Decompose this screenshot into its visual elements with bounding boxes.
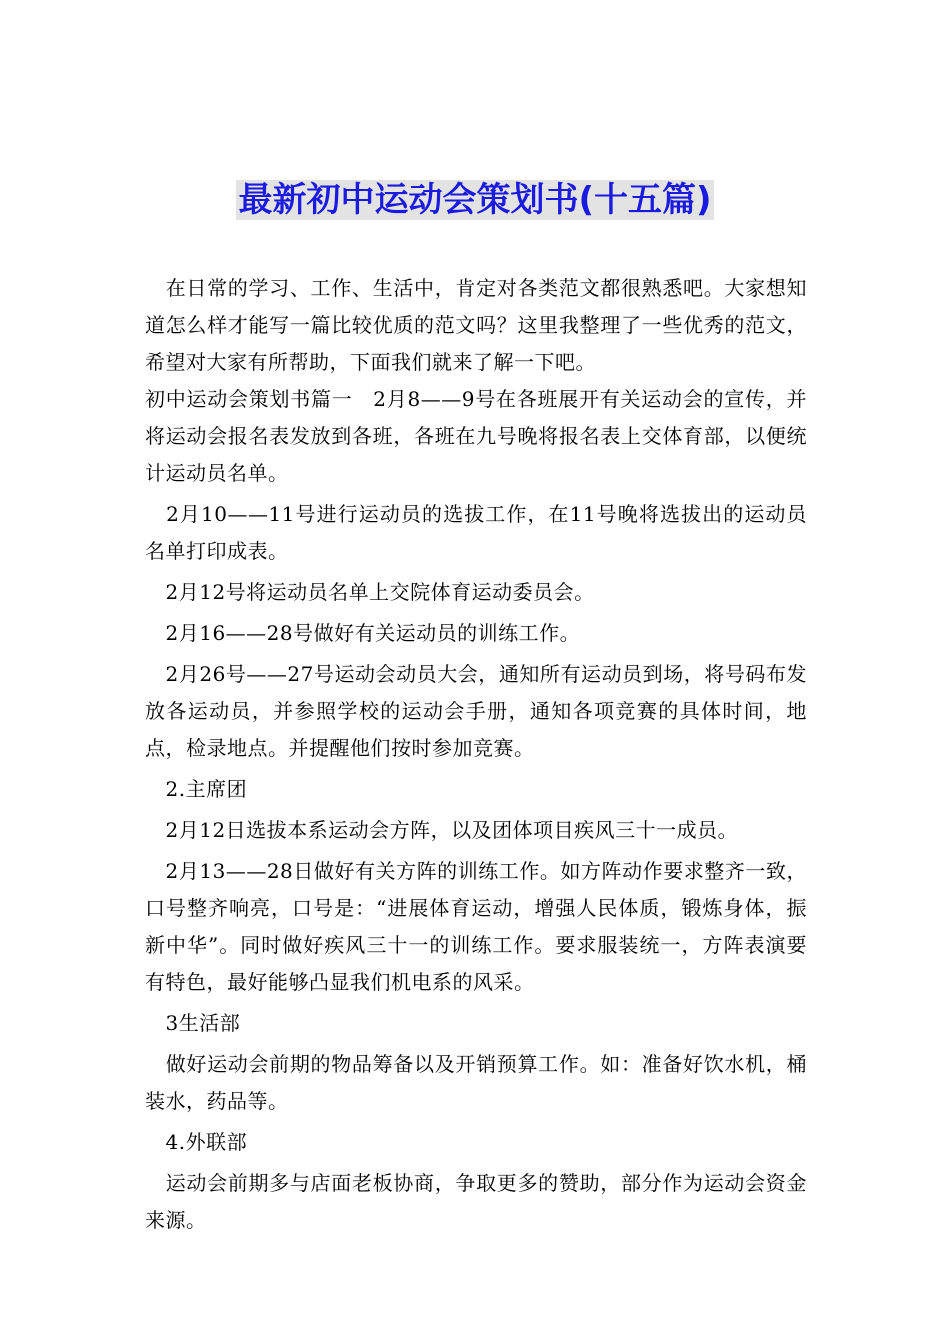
paragraph-training: 2月16——28号做好有关运动员的训练工作。: [145, 621, 581, 645]
document-title: [0, 176, 950, 224]
paragraph-submit-list: 2月12号将运动员名单上交院体育运动委员会。: [145, 580, 595, 604]
paragraph-supplies: 做好运动会前期的物品筹备以及开销预算工作。如：准备好饮水机，桶装水，药品等。: [145, 1052, 807, 1113]
paragraph-intro: 在日常的学习、工作、生活中，肯定对各类范文都很熟悉吧。大家想知道怎么样才能写一篇比较优质的范文吗？这里我整理了一些优秀的范文，希望对大家有所帮助，下面我们就来了解一下吧。: [145, 276, 807, 374]
paragraph-plan-first: 初中运动会策划书篇一 2月8——9号在各班展开有关运动会的宣传，并将运动会报名表发放到各班，各班在九号晚将报名表上交体育部，以便统计运动员名单。: [145, 387, 807, 485]
paragraph-phalanx-training: 2月13——28日做好有关方阵的训练工作。如方阵动作要求整齐一致，口号整齐响亮，口号是：“进展体育运动，增强人民体质，锻炼身体，振新中华”。同时做好疾风三十一的训练工作。要求服装统一，方阵表演要有特色，最好能够凸显我们机电系的风采。: [145, 859, 807, 994]
section-heading-external-dept: 4.外联部: [145, 1130, 248, 1154]
section-heading-presidium: 2.主席团: [145, 777, 248, 801]
document-body: [145, 270, 807, 1239]
paragraph-sponsorship: 运动会前期多与店面老板协商，争取更多的赞助，部分作为运动会资金来源。: [145, 1171, 807, 1232]
paragraph-phalanx-selection: 2月12日选拔本系运动会方阵，以及团体项目疾风三十一成员。: [145, 818, 739, 842]
document-title-text: 最新初中运动会策划书(十五篇): [238, 180, 712, 220]
section-heading-life-dept: 3生活部: [145, 1011, 241, 1035]
paragraph-selection: 2月10——11号进行运动员的选拔工作，在11号晚将选拔出的运动员名单打印成表。: [145, 502, 807, 563]
paragraph-mobilization: 2月26号——27号运动会动员大会，通知所有运动员到场，将号码布发放各运动员，并参照学校的运动会手册，通知各项竞赛的具体时间，地点，检录地点。并提醒他们按时参加竞赛。: [145, 662, 807, 760]
